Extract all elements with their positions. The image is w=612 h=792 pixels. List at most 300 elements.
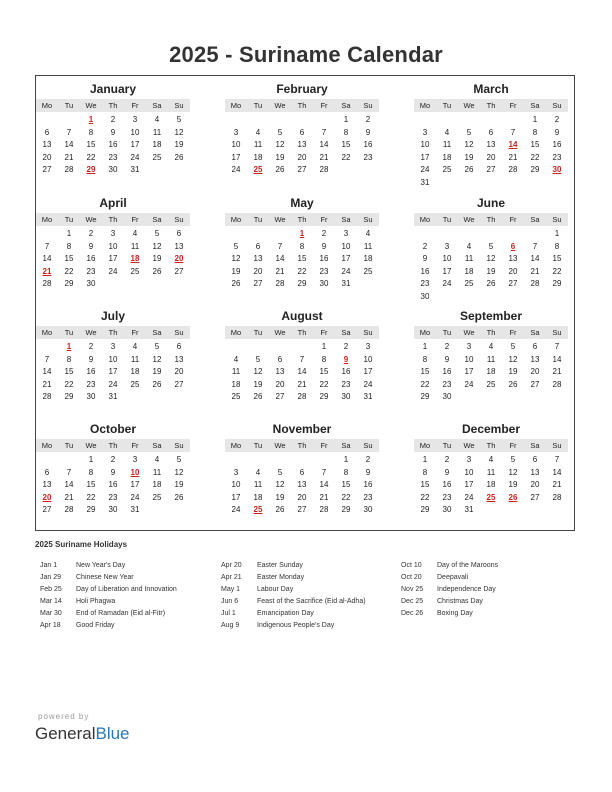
day-cell: 1 — [88, 455, 94, 464]
day-grid — [414, 341, 568, 404]
day-cell: 1 — [321, 342, 327, 351]
holiday-day-cell: 20 — [174, 254, 184, 263]
day-cell: 15 — [297, 254, 307, 263]
day-cell: 26 — [486, 279, 496, 288]
month-title: September — [459, 309, 523, 323]
day-cell: 6 — [255, 241, 261, 251]
day-cell: 3 — [444, 241, 450, 251]
holiday-date: May 1 — [221, 586, 241, 593]
day-cell: 25 — [231, 392, 241, 401]
day-cell: 23 — [442, 492, 452, 502]
day-cell: 24 — [231, 165, 241, 174]
day-cell: 17 — [130, 140, 140, 149]
month-may — [225, 195, 379, 291]
weekday-label: Fr — [509, 101, 517, 110]
holiday-date: Apr 21 — [221, 574, 242, 581]
day-cell: 15 — [319, 367, 329, 376]
day-cell: 19 — [174, 140, 184, 149]
day-cell: 2 — [444, 342, 450, 351]
holiday-date: Nov 25 — [401, 586, 424, 593]
day-cell: 14 — [64, 480, 74, 489]
day-cell: 21 — [508, 152, 518, 162]
weekday-label: Mo — [41, 328, 53, 337]
weekday-label: Sa — [341, 101, 351, 110]
day-grid — [225, 454, 379, 517]
day-cell: 31 — [108, 392, 118, 401]
day-cell: 11 — [253, 480, 263, 489]
day-cell: 13 — [530, 354, 540, 364]
day-cell: 22 — [86, 152, 96, 162]
day-cell: 8 — [554, 241, 560, 251]
empty-cell — [247, 454, 269, 467]
day-cell: 22 — [319, 379, 329, 389]
day-cell: 22 — [420, 379, 430, 389]
month-april — [36, 195, 190, 291]
day-cell: 13 — [297, 140, 307, 149]
day-cell: 13 — [530, 467, 540, 477]
brand-logo[interactable] — [35, 724, 130, 744]
day-cell: 10 — [341, 241, 351, 251]
day-cell: 5 — [277, 127, 283, 137]
day-cell: 10 — [464, 354, 474, 364]
day-cell: 17 — [363, 367, 373, 376]
day-cell: 27 — [174, 379, 184, 389]
day-cell: 30 — [341, 392, 351, 401]
day-grid — [36, 454, 190, 517]
day-cell: 11 — [130, 241, 140, 251]
day-cell: 29 — [420, 392, 430, 401]
day-cell: 12 — [231, 254, 241, 263]
day-cell: 27 — [530, 492, 540, 502]
powered-by-text: powered by — [38, 712, 90, 721]
day-grid — [225, 114, 379, 177]
holiday-name: Day of Liberation and Innovation — [76, 586, 177, 593]
day-cell: 4 — [154, 115, 160, 124]
empty-cell — [269, 341, 291, 354]
day-cell: 24 — [464, 379, 474, 389]
holiday-row — [401, 608, 498, 620]
day-cell: 25 — [152, 492, 162, 502]
empty-cell — [502, 228, 524, 241]
day-cell: 3 — [110, 229, 116, 238]
weekday-label: Su — [552, 215, 562, 224]
day-cell: 11 — [464, 254, 474, 263]
month-march — [414, 81, 568, 189]
day-cell: 12 — [152, 354, 162, 364]
weekday-label: Th — [486, 215, 496, 224]
weekday-label: Fr — [131, 328, 139, 337]
day-cell: 9 — [110, 127, 116, 137]
day-cell: 31 — [341, 279, 351, 288]
weekday-label: Th — [297, 215, 307, 224]
day-cell: 5 — [154, 342, 160, 351]
empty-cell — [225, 341, 247, 354]
day-cell: 2 — [88, 229, 94, 238]
month-title: July — [100, 309, 125, 323]
day-cell: 23 — [319, 266, 329, 276]
day-cell: 5 — [233, 241, 239, 251]
weekday-label: Su — [363, 101, 373, 110]
day-cell: 15 — [64, 254, 74, 263]
day-cell: 2 — [88, 342, 94, 351]
holiday-date: Oct 20 — [401, 574, 422, 581]
day-cell: 10 — [442, 254, 452, 263]
day-cell: 10 — [363, 354, 373, 364]
month-title: November — [272, 422, 332, 436]
day-cell: 7 — [44, 354, 50, 364]
day-cell: 7 — [66, 467, 72, 477]
day-cell: 18 — [442, 152, 452, 162]
day-cell: 22 — [64, 266, 74, 276]
empty-cell — [225, 228, 247, 241]
day-cell: 25 — [130, 266, 140, 276]
weekday-label: We — [85, 328, 97, 337]
day-cell: 12 — [152, 241, 162, 251]
weekday-header — [414, 213, 568, 226]
weekday-label: Mo — [419, 328, 431, 337]
weekday-label: Sa — [530, 101, 540, 110]
day-cell: 7 — [66, 127, 72, 137]
day-cell: 13 — [42, 140, 52, 149]
day-cell: 23 — [86, 266, 96, 276]
empty-cell — [269, 228, 291, 241]
day-cell: 27 — [253, 279, 263, 288]
holiday-row — [221, 584, 366, 596]
weekday-label: Tu — [64, 441, 74, 450]
day-cell: 5 — [154, 229, 160, 238]
day-cell: 29 — [341, 505, 351, 514]
day-cell: 23 — [420, 279, 430, 288]
day-cell: 24 — [464, 492, 474, 502]
day-cell: 7 — [532, 241, 538, 251]
empty-cell — [414, 228, 436, 241]
day-cell: 3 — [233, 127, 239, 137]
day-cell: 8 — [343, 467, 349, 477]
weekday-label: Fr — [509, 328, 517, 337]
empty-cell — [524, 228, 546, 241]
weekday-label: Tu — [442, 441, 452, 450]
empty-cell — [36, 341, 58, 354]
day-cell: 28 — [319, 165, 329, 174]
weekday-label: We — [274, 101, 286, 110]
day-cell: 29 — [64, 279, 74, 288]
day-cell: 12 — [174, 467, 184, 477]
holiday-day-cell: 1 — [299, 229, 305, 238]
day-cell: 6 — [176, 342, 182, 351]
calendar-frame — [35, 75, 575, 531]
empty-cell — [291, 114, 313, 127]
day-cell: 3 — [132, 455, 138, 464]
day-cell: 12 — [275, 480, 285, 489]
day-cell: 24 — [108, 266, 118, 276]
weekday-label: We — [274, 441, 286, 450]
holiday-name: Day of the Maroons — [437, 562, 499, 569]
day-cell: 7 — [321, 127, 327, 137]
holiday-name: Labour Day — [257, 586, 294, 593]
holiday-day-cell: 1 — [66, 342, 72, 351]
weekday-label: Mo — [230, 328, 242, 337]
month-december — [414, 421, 568, 517]
day-cell: 7 — [299, 354, 305, 364]
day-cell: 18 — [152, 140, 162, 149]
day-cell: 25 — [486, 379, 496, 389]
day-cell: 15 — [341, 140, 351, 149]
day-cell: 19 — [275, 152, 285, 162]
day-grid — [36, 228, 190, 291]
holiday-name: Indigenous People's Day — [257, 622, 335, 629]
day-cell: 9 — [365, 127, 371, 137]
day-cell: 20 — [486, 152, 496, 162]
day-cell: 23 — [442, 379, 452, 389]
weekday-label: Mo — [41, 101, 53, 110]
day-cell: 27 — [297, 505, 307, 514]
day-cell: 18 — [464, 266, 474, 276]
day-cell: 19 — [253, 379, 263, 389]
day-grid — [414, 228, 568, 303]
day-cell: 30 — [108, 505, 118, 514]
day-cell: 12 — [253, 367, 263, 376]
holiday-name: Boxing Day — [437, 610, 473, 617]
weekday-label: Mo — [419, 101, 431, 110]
day-cell: 14 — [530, 254, 540, 263]
day-cell: 3 — [422, 127, 428, 137]
day-cell: 1 — [554, 229, 560, 238]
day-cell: 8 — [66, 241, 72, 251]
empty-cell — [480, 114, 502, 127]
day-cell: 30 — [420, 291, 430, 301]
day-cell: 6 — [488, 127, 494, 137]
day-cell: 12 — [486, 254, 496, 263]
day-cell: 17 — [341, 254, 351, 263]
holiday-name: Feast of the Sacrifice (Eid al-Adha) — [257, 598, 366, 605]
empty-cell — [269, 454, 291, 467]
day-cell: 10 — [108, 354, 118, 364]
empty-cell — [414, 114, 436, 127]
weekday-header — [36, 99, 190, 112]
day-cell: 4 — [132, 342, 138, 351]
day-cell: 4 — [365, 229, 371, 238]
weekday-header — [225, 99, 379, 112]
weekday-header — [225, 439, 379, 452]
holiday-day-cell: 25 — [253, 505, 263, 514]
day-cell: 30 — [442, 392, 452, 401]
day-cell: 19 — [508, 480, 518, 489]
day-cell: 16 — [108, 140, 118, 149]
day-cell: 28 — [64, 165, 74, 174]
day-cell: 29 — [86, 505, 96, 514]
day-cell: 28 — [297, 392, 307, 401]
holiday-day-cell: 30 — [552, 165, 562, 174]
holiday-day-cell: 9 — [343, 354, 349, 364]
empty-cell — [36, 228, 58, 241]
day-cell: 19 — [174, 480, 184, 489]
day-cell: 22 — [552, 266, 562, 276]
day-cell: 15 — [420, 367, 430, 376]
day-cell: 14 — [319, 140, 329, 149]
holiday-day-cell: 1 — [88, 115, 94, 124]
day-cell: 20 — [42, 152, 52, 162]
day-cell: 16 — [552, 140, 562, 149]
weekday-header — [36, 213, 190, 226]
day-cell: 4 — [488, 342, 494, 351]
holiday-date: Jun 6 — [221, 598, 239, 605]
day-cell: 28 — [42, 392, 52, 401]
holiday-date: Dec 26 — [401, 610, 424, 617]
day-cell: 26 — [275, 165, 285, 174]
weekday-label: We — [274, 215, 286, 224]
day-cell: 17 — [231, 492, 241, 502]
day-cell: 16 — [363, 480, 373, 489]
day-cell: 16 — [108, 480, 118, 489]
day-cell: 8 — [66, 354, 72, 364]
weekday-label: We — [463, 215, 475, 224]
holiday-date: Mar 30 — [40, 610, 62, 617]
day-cell: 24 — [108, 379, 118, 389]
day-cell: 4 — [255, 467, 261, 477]
weekday-label: Th — [486, 328, 496, 337]
day-cell: 27 — [275, 392, 285, 401]
day-cell: 10 — [231, 480, 241, 489]
day-cell: 1 — [532, 115, 538, 124]
day-cell: 18 — [231, 379, 241, 389]
day-cell: 26 — [152, 266, 162, 276]
day-cell: 20 — [275, 379, 285, 389]
day-cell: 31 — [363, 392, 373, 401]
day-cell: 28 — [530, 279, 540, 288]
brand-name-general: General — [35, 724, 96, 743]
day-cell: 27 — [297, 165, 307, 174]
weekday-label: Su — [174, 441, 184, 450]
day-cell: 11 — [152, 467, 162, 477]
weekday-label: Tu — [64, 101, 74, 110]
day-cell: 6 — [176, 229, 182, 238]
day-cell: 26 — [275, 505, 285, 514]
day-cell: 22 — [420, 492, 430, 502]
empty-cell — [247, 228, 269, 241]
day-cell: 5 — [176, 455, 182, 464]
day-cell: 8 — [422, 467, 428, 477]
weekday-label: Sa — [152, 215, 162, 224]
day-cell: 29 — [552, 279, 562, 288]
day-cell: 8 — [422, 354, 428, 364]
day-cell: 27 — [508, 279, 518, 288]
empty-cell — [313, 454, 335, 467]
holiday-column — [40, 560, 177, 632]
day-cell: 6 — [532, 342, 538, 351]
day-cell: 24 — [130, 492, 140, 502]
day-cell: 18 — [253, 152, 263, 162]
weekday-label: Fr — [320, 328, 328, 337]
day-cell: 30 — [86, 279, 96, 288]
weekday-label: Mo — [230, 101, 242, 110]
day-cell: 30 — [108, 165, 118, 174]
day-cell: 6 — [299, 467, 305, 477]
empty-cell — [36, 114, 58, 127]
day-cell: 14 — [64, 140, 74, 149]
weekday-label: Mo — [230, 441, 242, 450]
weekday-label: Th — [486, 441, 496, 450]
day-cell: 11 — [152, 127, 162, 137]
month-july — [36, 308, 190, 404]
day-cell: 2 — [444, 455, 450, 464]
day-cell: 23 — [108, 492, 118, 502]
day-cell: 11 — [486, 467, 496, 477]
empty-cell — [247, 114, 269, 127]
weekday-label: Su — [174, 328, 184, 337]
day-cell: 4 — [255, 127, 261, 137]
holiday-row — [40, 584, 177, 596]
day-cell: 26 — [508, 379, 518, 389]
weekday-label: We — [274, 328, 286, 337]
day-cell: 31 — [420, 177, 430, 187]
day-cell: 18 — [363, 254, 373, 263]
month-august — [225, 308, 379, 404]
day-cell: 23 — [86, 379, 96, 389]
weekday-label: Sa — [152, 328, 162, 337]
day-cell: 5 — [176, 115, 182, 124]
day-cell: 13 — [42, 480, 52, 489]
weekday-header — [414, 439, 568, 452]
day-cell: 18 — [486, 480, 496, 489]
day-cell: 20 — [530, 480, 540, 489]
day-cell: 7 — [277, 241, 283, 251]
day-cell: 18 — [130, 367, 140, 376]
day-cell: 21 — [64, 492, 74, 502]
day-cell: 29 — [297, 279, 307, 288]
day-cell: 31 — [464, 505, 474, 514]
day-cell: 22 — [530, 152, 540, 162]
day-cell: 18 — [486, 367, 496, 376]
day-cell: 29 — [420, 505, 430, 514]
day-cell: 17 — [464, 367, 474, 376]
day-cell: 15 — [341, 480, 351, 489]
holiday-row — [401, 560, 498, 572]
day-grid — [225, 341, 379, 404]
day-cell: 26 — [174, 152, 184, 162]
day-cell: 16 — [86, 254, 96, 263]
month-title: December — [461, 422, 521, 436]
day-cell: 10 — [464, 467, 474, 477]
day-cell: 28 — [552, 379, 562, 389]
holiday-name: Christmas Day — [437, 598, 483, 605]
weekday-label: Mo — [419, 215, 431, 224]
month-january — [36, 81, 190, 177]
weekday-label: Th — [108, 441, 118, 450]
weekday-label: Th — [108, 215, 118, 224]
day-cell: 14 — [297, 367, 307, 376]
day-cell: 15 — [420, 480, 430, 489]
holiday-date: Aug 9 — [221, 622, 240, 629]
day-cell: 20 — [508, 266, 518, 276]
empty-cell — [225, 454, 247, 467]
weekday-label: Tu — [253, 441, 263, 450]
day-cell: 8 — [88, 467, 94, 477]
day-grid — [414, 454, 568, 517]
day-cell: 12 — [174, 127, 184, 137]
day-cell: 25 — [363, 266, 373, 276]
holiday-name: Easter Sunday — [257, 562, 303, 569]
day-cell: 24 — [363, 379, 373, 389]
day-cell: 31 — [130, 505, 140, 514]
holiday-name: Emancipation Day — [257, 610, 314, 617]
day-cell: 17 — [130, 480, 140, 489]
day-cell: 25 — [152, 152, 162, 162]
day-cell: 17 — [108, 254, 118, 263]
weekday-label: Sa — [341, 441, 351, 450]
month-title: August — [281, 309, 323, 323]
weekday-label: Tu — [442, 101, 452, 110]
day-cell: 6 — [44, 127, 50, 137]
